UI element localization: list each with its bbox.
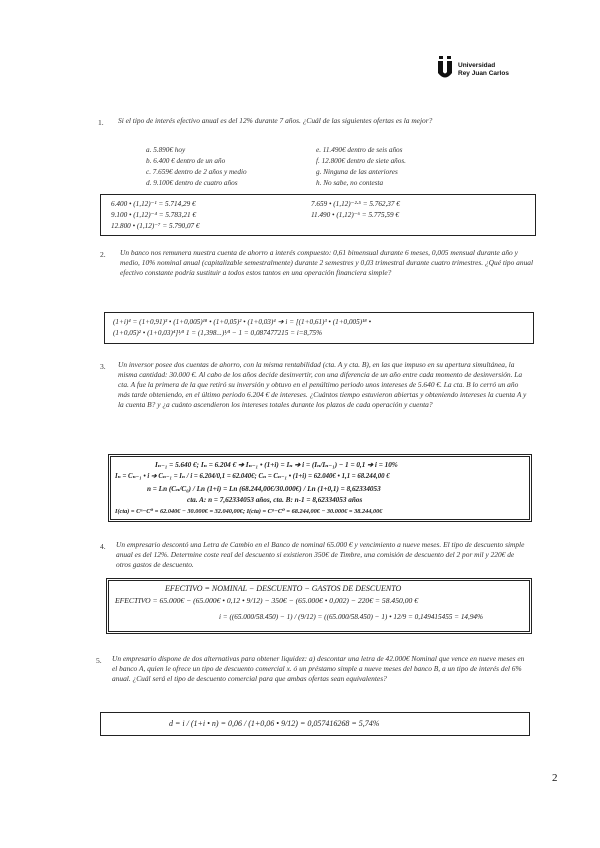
q5-answer-box [100, 712, 530, 736]
q3-text: Un inversor posee dos cuentas de ahorro, con la misma rentabilidad (cta. A y cta. B), en las que impuso en su apertura simultánea, la misma cantidad: 30.000 €. Al cabo de los años decide desinvertir, con una diferencia de un año entre cada momento de desinversión. La cta. A fue la primera de la que retiró su inversión y obtuvo en el penúltimo periodo unos intereses de 5.640 €. La cta. B lo cerró un año más tarde obteniendo, en el último periodo 6.204 € de intereses. ¿Cuántos tiempo estuvieron abiertas y obteniendo intereses la cuenta A y la cuenta B? y ¿a cuánto ascendieron los intereses totales durante los plazos de cada operación y cuenta? [118, 360, 527, 409]
q4-answer-line2: EFECTIVO = 65.000€ − (65.000€ • 0,12 • 9/12) − 350€ − (65.000€ • 0,002) − 220€ = 58.450,00 € [115, 596, 418, 605]
q4-answer-box [106, 578, 532, 634]
q3-answer-line5: I(cta) = Cⁿ−C⁰ = 62.040€ − 30.000€ = 32.040,00€; I(cta) = C⁸−C⁰ = 68.244,00€ − 30.000€ = 38.244,00€ [115, 508, 383, 515]
q1-answer-3: 12.800 • (1,12)⁻⁷ = 5.790,07 € [111, 222, 200, 230]
q3-answer-line4: cta. A: n = 7,62334053 años, cta. B: n-1 = 8,62334053 años [187, 496, 363, 504]
q1-number: 1. [98, 118, 104, 127]
university-logo [436, 56, 556, 96]
q3-answer-box [108, 454, 532, 522]
q1-answer-2: 9.100 • (1,12)⁻⁴ = 5.783,21 € [111, 211, 196, 219]
q2-text: Un banco nos remunera nuestra cuenta de ahorro a interés compuesto: 0,61 bimensual durante 6 meses, 0,005 mensual durante año y medio, 10% nominal anual (capitalizable semestralmente) durante 2 semestres y 0,03 trimestral durante cuatro trimestres. ¿Qué tipo anual efectivo constante podría sustituir a todos estos tantos en una operación financiera simple? [120, 248, 534, 277]
q1-option-e: e. 11.490€ dentro de seis años [316, 146, 403, 154]
university-emblem-icon [436, 56, 454, 80]
q4-number: 4. [100, 542, 106, 551]
q1-answer-box [100, 194, 536, 236]
q1-text: Si el tipo de interés efectivo anual es del 12% durante 7 años. ¿Cuál de las siguientes ofertas es la mejor? [118, 116, 433, 125]
q1-answer-5: 11.490 • (1,12)⁻⁶ = 5.775,59 € [311, 211, 399, 219]
q5-number: 5. [96, 656, 102, 665]
q1-option-g: g. Ninguna de las anteriores [316, 168, 398, 176]
q1-option-c: c. 7.659€ dentro de 2 años y medio [146, 168, 247, 176]
q4-text: Un empresario descontó una Letra de Cambio en el Banco de nominal 65.000 € y vencimiento a nueve meses. El tipo de descuento simple anual es del 12%. Determine coste real del descuento si existieron 350€ de Timbre, una comisión de descuento del 2 por mil y 220€ de otros gastos de descuento. [116, 540, 525, 569]
q4-answer-line1: EFECTIVO = NOMINAL − DESCUENTO − GASTOS DE DESCUENTO [165, 584, 402, 593]
q3-answer-line3: n = Ln (Cₙ/C₀) / Ln (1+i) = Ln (68.244,00€/30.000€) / Ln (1+0,1) = 8,62334053 [147, 485, 381, 493]
q1-option-h: h. No sabe, no contesta [316, 179, 384, 187]
q1-option-d: d. 9.100€ dentro de cuatro años [146, 179, 238, 187]
q2-number: 2. [100, 250, 106, 259]
page-number: 2 [552, 772, 558, 784]
q1-option-b: b. 6.400 € dentro de un año [146, 157, 226, 165]
q2-answer-box [104, 312, 534, 344]
q4-answer-line3: i = ((65.000/58.450) − 1) / (9/12) = ((65.000/58.450) − 1) • 12/9 = 0,149415455 = 14,94% [219, 613, 483, 621]
university-name-line2: Rey Juan Carlos [458, 70, 509, 77]
q2-answer-line2: (1+0,05)² • (1+0,03)⁴]¹⁄⁴ 1 = (1,398...)¹⁄⁴ − 1 = 0,087477215 = i=8,75% [113, 329, 323, 337]
q5-text: Un empresario dispone de dos alternativas para obtener liquidez: a) descontar una letra de 42.000€ Nominal que vence en nueve meses en el banco A, quien le ofrece un tipo de descuento comercial x. ó un préstamo simple a nueve meses del banco B, a un tipo de interés del 6% anual. ¿Cuál será el tipo de descuento comercial para que ambas ofertas sean equivalentes? [112, 654, 525, 683]
q1-answer-4: 7.659 • (1,12)⁻²·⁵ = 5.762,37 € [311, 200, 400, 208]
q2-answer-line1: (1+i)⁴ = (1+0,91)³ • (1+0,005)¹⁸ • (1+0,05)² • (1+0,03)⁴ ➔ i = [(1+0,61)³ • (1+0,005)¹⁸ • [113, 318, 372, 326]
q1-answer-1: 6.400 • (1,12)⁻¹ = 5.714,29 € [111, 200, 196, 208]
q3-answer-line1: Iₙ₋₁ = 5.640 €; Iₙ = 6.204 € ➔ Iₙ₋₁ • (1+i) = Iₙ ➔ i = (Iₙ/Iₙ₋₁) − 1 = 0,1 ➔ i = 10% [155, 461, 398, 469]
q1-option-a: a. 5.890€ hoy [146, 146, 186, 154]
q3-answer-line2: Iₙ = Cₙ₋₁ • i ➔ Cₙ₋₁ = Iₙ / i = 6.204/0,1 = 62.040€; Cₙ = Cₙ₋₁ • (1+i) = 62.040€ • 1,1 = 68.244,00 € [115, 473, 390, 480]
q3-number: 3. [100, 362, 106, 371]
q5-answer: d = i / (1+i • n) = 0,06 / (1+0,06 • 9/12) = 0,057416268 = 5,74% [169, 719, 380, 728]
q1-option-f: f. 12.800€ dentro de siete años. [316, 157, 406, 165]
university-name-line1: Universidad [458, 62, 496, 69]
